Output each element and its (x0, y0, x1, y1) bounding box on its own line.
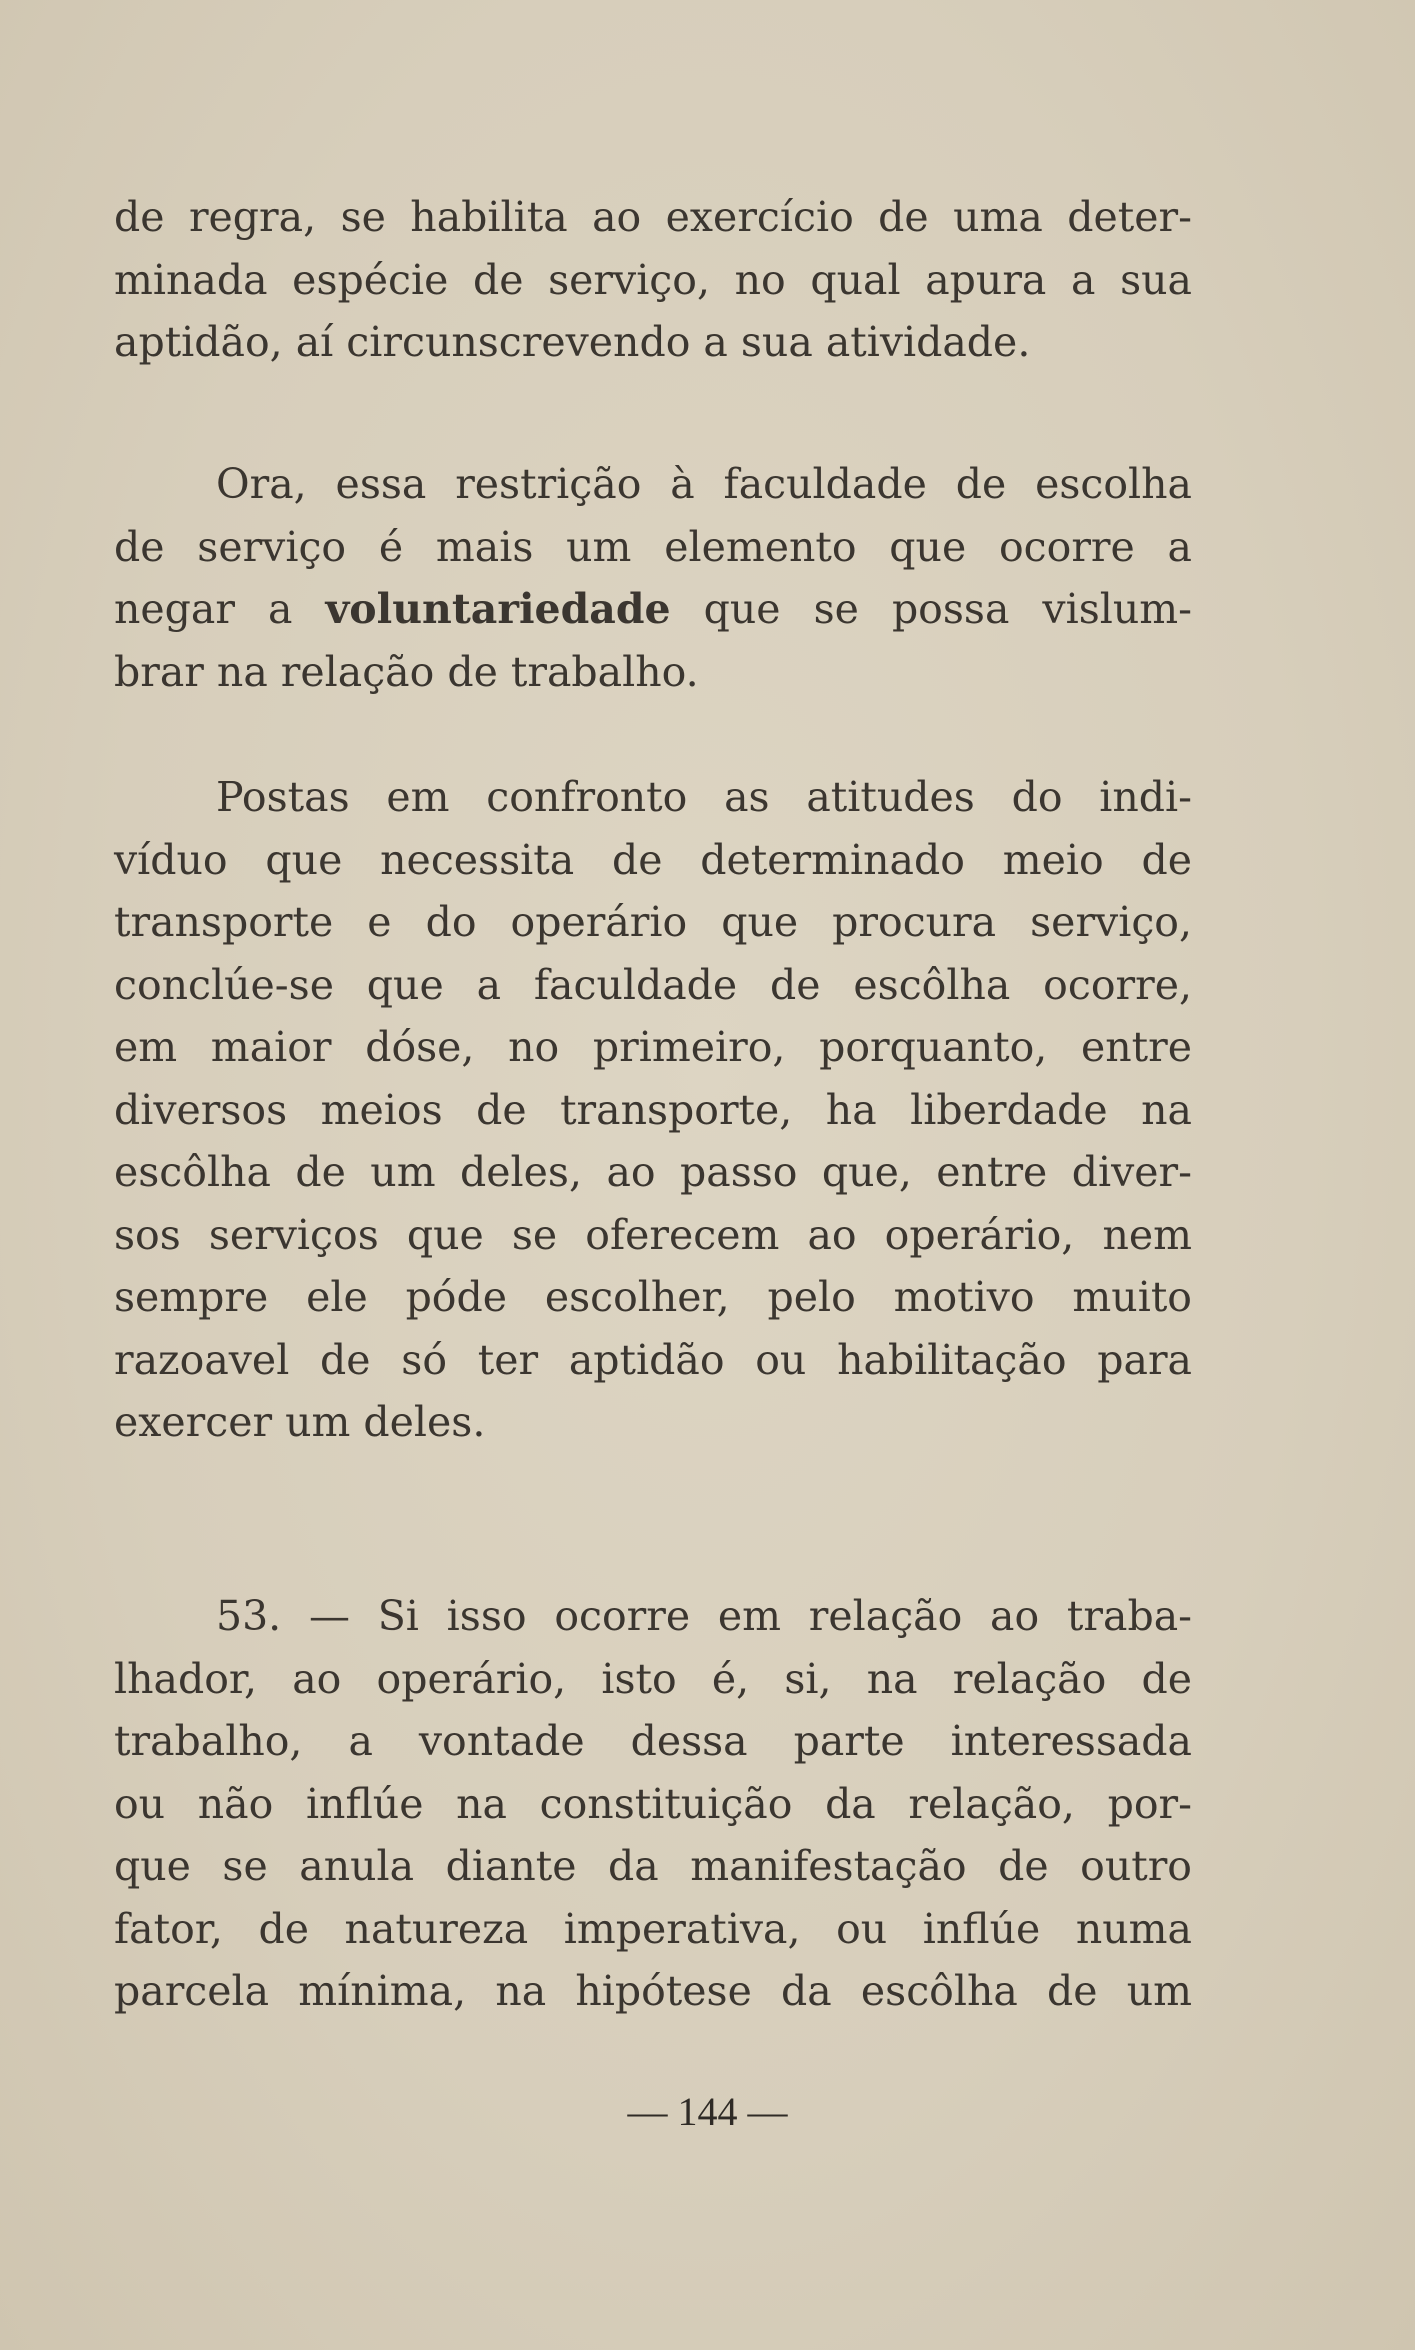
page-number: — 144 — (627, 2089, 788, 2134)
paragraph-continuation (114, 186, 1192, 374)
text-line: víduo que necessita de determinado meio de (114, 835, 1192, 884)
text-line: de serviço é mais um elemento que ocorre a (114, 522, 1192, 571)
text-line: transporte e do operário que procura serviço, (114, 898, 1192, 946)
text-line: aptidão, aí circunscrevendo a sua atividade. (114, 318, 1031, 366)
paragraph-restriction (114, 453, 1192, 703)
text-line: de regra, se habilita ao exercício de uma deter- (114, 193, 1192, 241)
text-line: razoavel de só ter aptidão ou habilitação para (114, 1335, 1192, 1384)
text-line: ou não inflúe na constituição da relação, por- (114, 1779, 1192, 1828)
text-line: sos serviços que se oferecem ao operário, nem (114, 1210, 1192, 1259)
text-segment: que se possa vislum- (703, 585, 1192, 633)
text-line: parcela mínima, na hipótese da escôlha de um (114, 1967, 1192, 2015)
emphasized-term: voluntariedade (325, 585, 671, 633)
text-line: conclúe-se que a faculdade de escôlha ocorre, (114, 960, 1192, 1009)
text-line: trabalho, a vontade dessa parte interessada (114, 1717, 1192, 1765)
text-line: sempre ele póde escolher, pelo motivo muito (114, 1273, 1192, 1321)
text-line: lhador, ao operário, isto é, si, na relação de (114, 1654, 1192, 1703)
text-line: exercer um deles. (114, 1398, 486, 1446)
paragraph-section-53 (114, 1585, 1192, 2023)
text-line: Postas em confronto as atitudes do indi- (216, 773, 1192, 821)
text-line: 53. — Si isso ocorre em relação ao traba- (216, 1592, 1192, 1640)
text-line-with-emphasis (114, 578, 1192, 641)
text-line: que se anula diante da manifestação de outro (114, 1842, 1192, 1890)
paragraph-comparison (114, 766, 1192, 1454)
text-line: brar na relação de trabalho. (114, 647, 699, 696)
text-line: em maior dóse, no primeiro, porquanto, entre (114, 1023, 1192, 1071)
text-line: Ora, essa restrição à faculdade de escolha (216, 460, 1192, 508)
text-line: escôlha de um deles, ao passo que, entre diver- (114, 1148, 1192, 1196)
text-segment: negar a (114, 585, 293, 633)
text-line: minada espécie de serviço, no qual apura a sua (114, 255, 1192, 304)
text-line: diversos meios de transporte, ha liberdade na (114, 1085, 1192, 1134)
text-line: fator, de natureza imperativa, ou inflúe numa (114, 1904, 1192, 1953)
